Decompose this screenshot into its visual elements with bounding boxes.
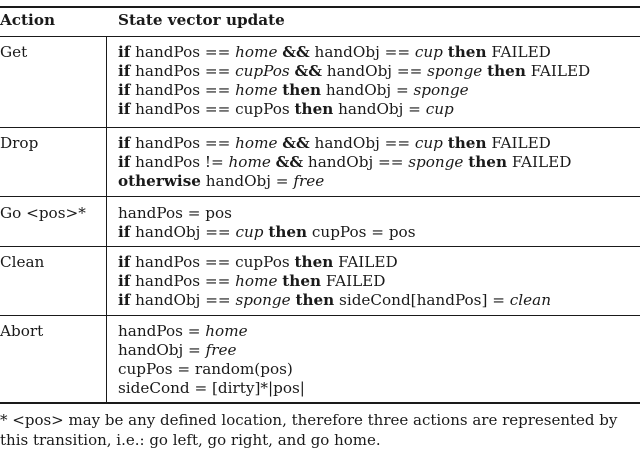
bottom-rule [0, 402, 640, 404]
keyword: if [118, 62, 131, 80]
keyword: then [282, 81, 322, 99]
keyword: then [447, 134, 487, 152]
expression-text: handObj == [309, 43, 415, 61]
expression-text: handPos = [118, 322, 206, 340]
action-name: Get [0, 43, 28, 61]
symbolic-value: home [235, 81, 278, 99]
update-line [118, 360, 305, 379]
row-divider [0, 315, 640, 316]
symbolic-value: cupPos [235, 62, 290, 80]
header-state-vector-update: State vector update [118, 11, 285, 29]
keyword: && [282, 134, 310, 152]
keyword: then [294, 100, 334, 118]
expression-text: FAILED [486, 43, 551, 61]
update-line [118, 204, 416, 223]
expression-text: handObj == [130, 223, 236, 241]
update-line [118, 223, 416, 242]
expression-text: FAILED [333, 253, 398, 271]
expression-text: handPos == cupPos [130, 253, 295, 271]
keyword: if [118, 272, 131, 290]
update-line [118, 172, 571, 191]
action-name: Drop [0, 134, 39, 152]
keyword: then [487, 62, 526, 80]
symbolic-value: sponge [235, 291, 291, 309]
expression-text: handObj = [321, 81, 414, 99]
keyword: if [118, 43, 131, 61]
expression-text: FAILED [525, 62, 591, 80]
action-name: Clean [0, 253, 45, 271]
symbolic-value: sponge [408, 153, 464, 171]
state-update [118, 134, 571, 191]
row-divider [0, 196, 640, 197]
expression-text: handPos == [130, 43, 236, 61]
update-line [118, 43, 590, 62]
keyword: if [118, 134, 131, 152]
expression-text: sideCond[handPos] = [334, 291, 510, 309]
keyword: then [268, 223, 308, 241]
keyword: if [118, 223, 131, 241]
expression-text: handPos = pos [118, 204, 232, 222]
column-divider [106, 37, 107, 402]
keyword: otherwise [118, 172, 201, 190]
expression-text: handObj == [321, 62, 428, 80]
update-line [118, 100, 590, 119]
symbolic-value: home [235, 272, 278, 290]
state-update [118, 204, 416, 242]
update-line [118, 134, 571, 153]
update-line [118, 291, 551, 310]
state-update [118, 43, 590, 119]
expression-text: FAILED [486, 134, 551, 152]
state-update [118, 322, 305, 398]
expression-text: handPos == [130, 134, 236, 152]
symbolic-value: home [235, 134, 278, 152]
keyword: if [118, 153, 131, 171]
update-line [118, 341, 305, 360]
header-rule [0, 36, 640, 37]
symbolic-value: home [235, 43, 278, 61]
keyword: then [295, 291, 335, 309]
expression-text: sideCond = [dirty]*|pos| [118, 379, 305, 397]
update-line [118, 253, 551, 272]
expression-text: handPos == [130, 62, 236, 80]
keyword: then [282, 272, 322, 290]
keyword: if [118, 81, 131, 99]
keyword: then [294, 253, 334, 271]
expression-text: handObj = [200, 172, 294, 190]
symbolic-value: clean [509, 291, 551, 309]
top-rule [0, 6, 640, 8]
symbolic-value: free [293, 172, 325, 190]
expression-text: cupPos = pos [307, 223, 416, 241]
expression-text: handObj == [309, 134, 415, 152]
symbolic-value: cup [414, 43, 443, 61]
action-name: Go <pos>* [0, 204, 86, 222]
keyword: && [282, 43, 310, 61]
keyword: if [118, 253, 131, 271]
expression-text: handPos == [130, 81, 236, 99]
expression-text: FAILED [321, 272, 386, 290]
expression-text: handObj = [118, 341, 206, 359]
row-divider [0, 127, 640, 128]
expression-text: handPos == [130, 272, 236, 290]
symbolic-value: home [205, 322, 248, 340]
symbolic-value: sponge [427, 62, 483, 80]
state-update [118, 253, 551, 310]
expression-text: FAILED [507, 153, 572, 171]
footnote: * <pos> may be any defined location, therefore three actions are represented by this transition, i.e.: go left, go right, and go home. [0, 411, 618, 449]
expression-text: handPos == cupPos [130, 100, 295, 118]
expression-text: handObj = [333, 100, 426, 118]
symbolic-value: cup [414, 134, 443, 152]
expression-text: handObj == [130, 291, 236, 309]
keyword: then [447, 43, 487, 61]
update-line [118, 81, 590, 100]
keyword: then [468, 153, 508, 171]
expression-text: handObj == [303, 153, 409, 171]
keyword: if [118, 100, 131, 118]
keyword: && [275, 153, 304, 171]
update-line [118, 379, 305, 398]
symbolic-value: home [228, 153, 271, 171]
symbolic-value: cup [425, 100, 454, 118]
update-line [118, 62, 590, 81]
header-action: Action [0, 11, 55, 29]
keyword: if [118, 291, 131, 309]
expression-text: handPos != [130, 153, 229, 171]
symbolic-value: sponge [413, 81, 469, 99]
symbolic-value: cup [235, 223, 264, 241]
update-line [118, 153, 571, 172]
row-divider [0, 246, 640, 247]
action-name: Abort [0, 322, 44, 340]
expression-text: cupPos = random(pos) [118, 360, 293, 378]
keyword: && [294, 62, 322, 80]
symbolic-value: free [205, 341, 237, 359]
update-line [118, 322, 305, 341]
update-line [118, 272, 551, 291]
